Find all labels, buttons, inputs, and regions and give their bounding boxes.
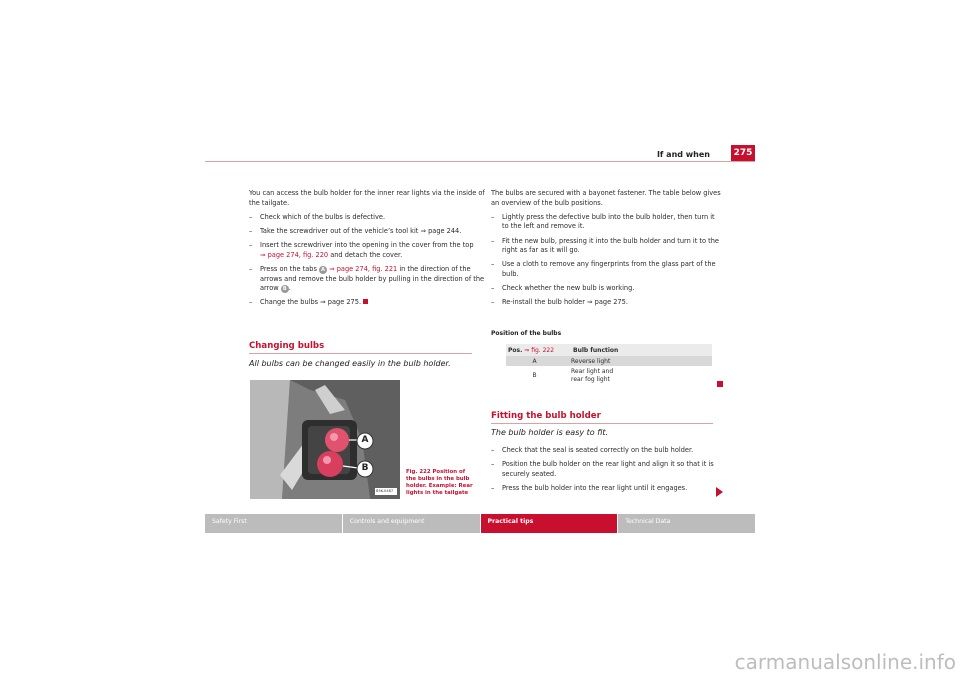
bulb-holder-figure <box>250 380 400 499</box>
section-subheading: All bulbs can be changed easily in the bulb holder. <box>249 359 451 368</box>
callout-a-icon: A <box>319 266 327 274</box>
list-item: – Check which of the bulbs is defective. <box>249 212 386 221</box>
section-end-icon <box>717 381 723 387</box>
list-item: – Check whether the new bulb is working. <box>491 284 635 293</box>
section-heading: Fitting the bulb holder <box>491 411 601 421</box>
right-column <box>491 189 723 313</box>
bulb-holder-illustration <box>250 380 400 499</box>
header-rule <box>205 161 755 162</box>
continue-arrow-icon <box>716 487 723 497</box>
section-heading: Changing bulbs <box>249 341 325 351</box>
table-title: Position of the bulbs <box>491 330 562 337</box>
figure-caption: Fig. 222 Position of the bulbs in the bulb holder. Example: Rear lights in the tailgate <box>406 469 473 496</box>
tab-safety-first[interactable]: Safety First <box>205 514 342 533</box>
figure-code: B5K-0487 <box>376 489 394 493</box>
section-subheading: The bulb holder is easy to fit. <box>491 428 609 437</box>
list-item: – Position the bulb holder on the rear light and align it so that it is securely seated. <box>491 460 714 478</box>
list-item: – Take the screwdriver out of the vehicle’s tool kit ⇒ page 244. <box>249 226 462 235</box>
table-row: B Rear light and rear fog light <box>506 366 712 386</box>
list-item: – Change the bulbs ⇒ page 275. <box>249 298 485 308</box>
page-reference-link[interactable]: ⇒ page 274, fig. 221 <box>327 264 398 273</box>
bulb-position-table <box>506 344 712 386</box>
list-item: – Press on the tabs A ⇒ page 274, fig. 221 in the direction of the arrows and remove the bulb holder by pulling in the direction of the arrow B . <box>249 264 485 293</box>
list-item: – Fit the new bulb, pressing it into the bulb holder and turn it to the right as far as it will go. <box>491 236 719 255</box>
watermark: carmanualsonline.info <box>734 650 956 674</box>
page-number-badge: 275 <box>731 145 755 161</box>
intro-paragraph: The bulbs are secured with a bayonet fastener. The table below gives an overview of the bulb positions. <box>491 189 721 207</box>
callout-b-icon: B <box>281 285 289 293</box>
tab-practical-tips[interactable]: Practical tips <box>481 514 618 533</box>
list-item: – Use a cloth to remove any fingerprints from the glass part of the bulb. <box>491 260 716 278</box>
list-item: – Check that the seal is seated correctly on the bulb holder. <box>491 446 694 454</box>
chapter-tabs <box>205 514 755 533</box>
list-item: – Re-install the bulb holder ⇒ page 275. <box>491 298 628 307</box>
section-rule <box>249 353 472 354</box>
running-header-title: If and when <box>656 150 710 159</box>
figure-label-b: B <box>361 463 369 473</box>
tab-technical-data[interactable]: Technical Data <box>618 514 755 533</box>
section-rule <box>491 423 713 424</box>
figure-label-a: A <box>361 435 369 445</box>
table-header-row: Pos. ⇒ fig. 222 Bulb function <box>506 344 712 356</box>
figure-reference-link[interactable]: ⇒ fig. 222 <box>522 346 555 354</box>
left-column <box>249 189 485 313</box>
section-end-icon <box>363 299 368 304</box>
list-item: – Lightly press the defective bulb into the bulb holder, then turn it to the left and remove it. <box>491 212 715 231</box>
list-item: – Press the bulb holder into the rear light until it engages. <box>491 483 688 492</box>
page-reference-link[interactable]: ⇒ page 274, fig. 220 <box>260 250 329 259</box>
table-row: A Reverse light <box>506 356 712 366</box>
tab-controls-and-equipment[interactable]: Controls and equipment <box>343 514 480 533</box>
fitting-steps <box>491 446 723 498</box>
intro-paragraph: You can access the bulb holder for the inner rear lights via the inside of the tailgate. <box>249 189 485 207</box>
list-item: – Insert the screwdriver into the opening in the cover from the top ⇒ page 274, fig. 220 and detach the cover. <box>249 241 474 259</box>
